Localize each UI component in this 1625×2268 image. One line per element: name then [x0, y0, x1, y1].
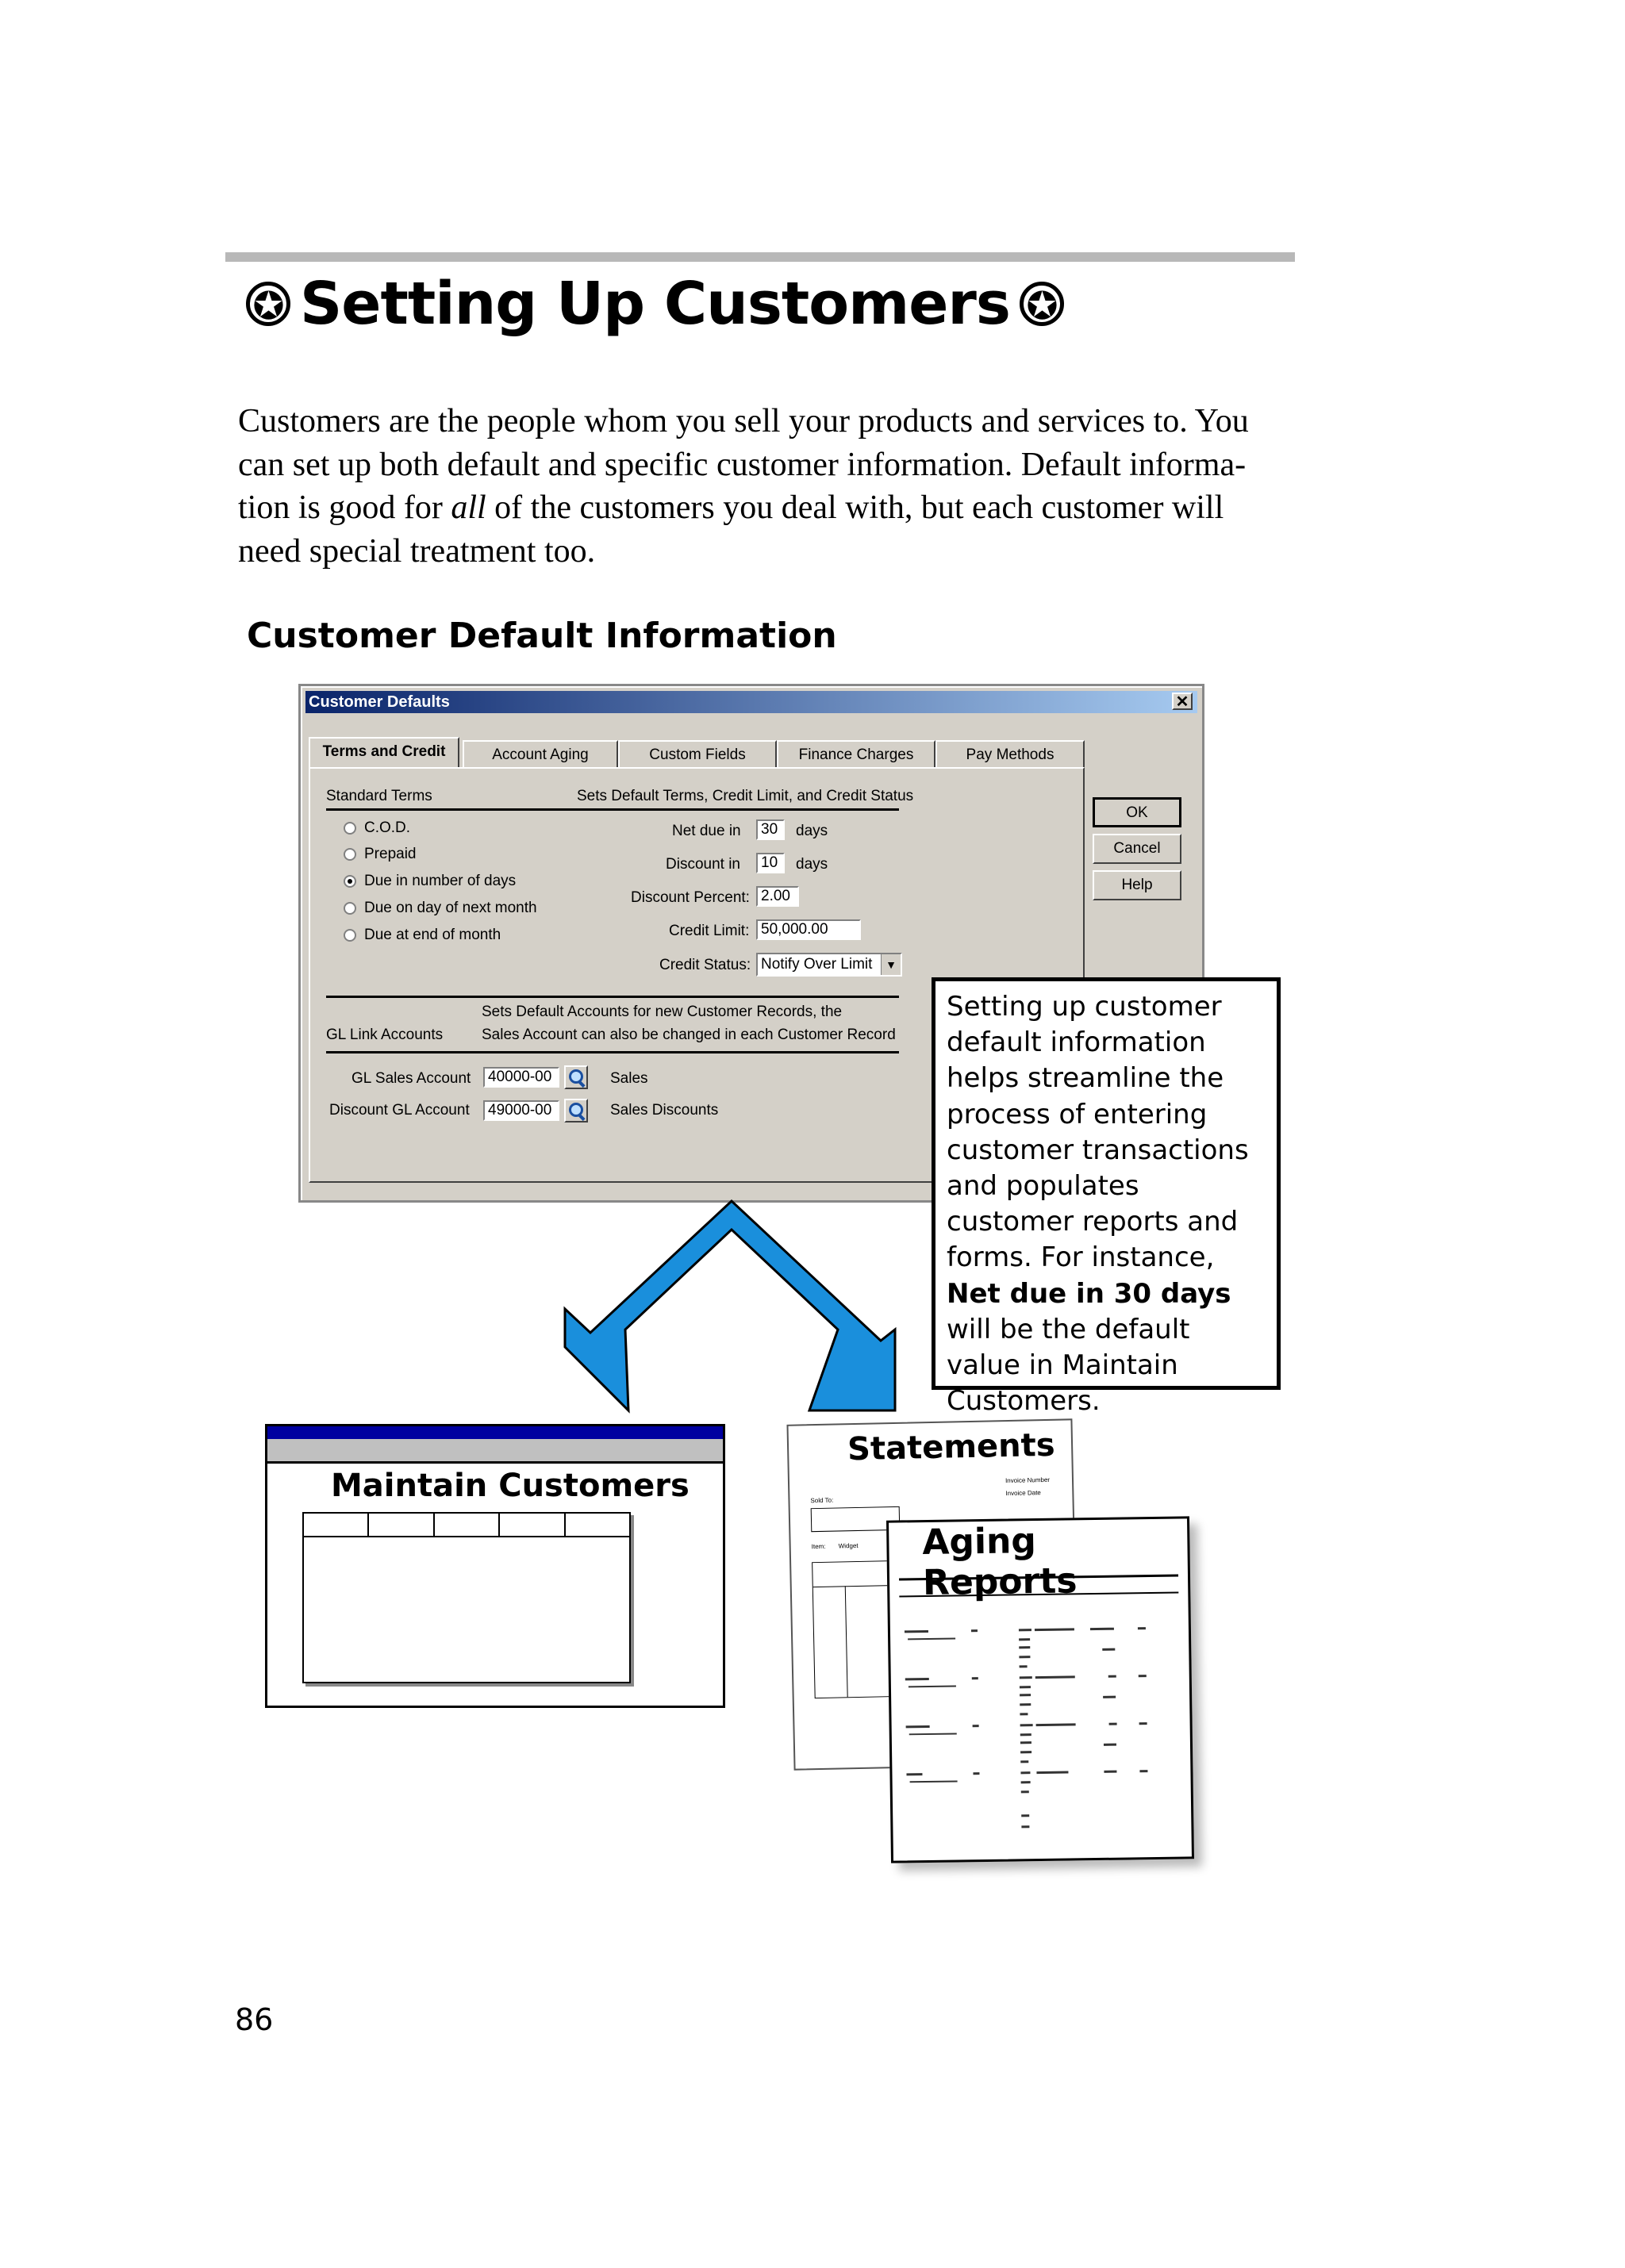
help-button[interactable]: Help — [1093, 870, 1181, 900]
tab-custom-fields[interactable]: Custom Fields — [618, 740, 777, 769]
discount-gl-field[interactable]: 49000-00 — [483, 1100, 559, 1121]
gl-link-label: GL Link Accounts — [326, 1027, 444, 1043]
intro-paragraph — [238, 400, 1301, 573]
dialog-title-bar — [305, 691, 1197, 713]
star-icon: ✪ — [246, 282, 290, 326]
gl-sales-desc: Sales — [610, 1070, 648, 1087]
dialog-title: Customer Defaults — [309, 693, 450, 711]
divider — [326, 1051, 899, 1053]
cancel-button[interactable]: Cancel — [1093, 834, 1181, 864]
radio-button[interactable] — [344, 902, 356, 915]
net-due-label: Net due in — [672, 823, 741, 839]
discount-gl-desc: Sales Discounts — [610, 1102, 719, 1119]
item-label: Item: — [811, 1542, 826, 1551]
discount-percent-field[interactable]: 2.00 — [756, 886, 799, 907]
intro-line: tion is good for all of the customers you deal with, but each customer will — [238, 489, 1224, 526]
discount-in-label: Discount in — [666, 856, 740, 873]
ok-button[interactable]: OK — [1093, 797, 1181, 827]
page-title — [236, 270, 1074, 338]
gl-header-line1: Sets Default Accounts for new Customer Records, the — [482, 1004, 843, 1020]
callout-text: Setting up customer default information helps streamline the process of entering customer transactions and populates customer reports and forms. For instance, — [947, 991, 1249, 1274]
tab-pay-methods[interactable]: Pay Methods — [935, 740, 1085, 769]
aging-reports-title: Aging Reports — [922, 1521, 1078, 1604]
intro-line: can set up both default and specific customer information. Default informa- — [238, 446, 1247, 483]
credit-status-select[interactable] — [756, 953, 902, 977]
folder-tab — [566, 1514, 629, 1536]
tab-finance-charges[interactable]: Finance Charges — [777, 740, 935, 769]
radio-due-in-days[interactable]: Due in number of days — [344, 873, 516, 890]
credit-limit-label: Credit Limit: — [669, 923, 750, 939]
folder-tab — [435, 1514, 500, 1536]
callout-box — [932, 977, 1281, 1418]
lookup-icon[interactable] — [564, 1065, 588, 1089]
net-due-field[interactable]: 30 — [756, 819, 785, 840]
intro-line: need special treatment too. — [238, 532, 596, 570]
divider — [326, 808, 899, 811]
widget-label: Widget — [838, 1541, 859, 1550]
standard-terms-label: Standard Terms — [326, 788, 432, 804]
radio-button[interactable] — [344, 848, 356, 861]
days-label: days — [796, 856, 828, 873]
star-icon: ✪ — [1020, 282, 1064, 326]
gl-sales-label: GL Sales Account — [352, 1070, 471, 1087]
tab-terms-and-credit[interactable]: Terms and Credit — [309, 737, 459, 769]
folder-tab — [500, 1514, 565, 1536]
close-icon[interactable]: ✕ — [1172, 693, 1193, 710]
arrow-shape — [565, 1201, 895, 1410]
divider — [326, 996, 899, 998]
gl-header-line2: Sales Account can also be changed in each Customer Record — [482, 1027, 896, 1043]
gl-sales-field[interactable]: 40000-00 — [483, 1067, 559, 1088]
emphasis-all: all — [451, 489, 486, 526]
days-label: days — [796, 823, 828, 839]
flow-arrows — [555, 1198, 905, 1420]
lookup-icon[interactable] — [564, 1099, 588, 1122]
radio-due-next-month[interactable]: Due on day of next month — [344, 900, 537, 917]
terms-header: Sets Default Terms, Credit Limit, and Credit Status — [577, 788, 914, 804]
callout-bold: Net due in 30 days — [947, 1277, 1231, 1310]
radio-button-selected[interactable] — [344, 875, 356, 888]
maintain-customers-title: Maintain Customers — [331, 1468, 690, 1504]
credit-status-value: Notify Over Limit — [761, 956, 873, 973]
page-title-text: Setting Up Customers — [300, 270, 1010, 338]
folder-tab — [304, 1514, 369, 1536]
intro-line: Customers are the people whom you sell your products and services to. You — [238, 403, 1249, 439]
chevron-down-icon[interactable]: ▼ — [881, 954, 901, 975]
title-bar — [267, 1426, 723, 1439]
invoice-number-label: Invoice Number — [1005, 1476, 1051, 1485]
page-number: 86 — [235, 2002, 274, 2037]
radio-prepaid[interactable]: Prepaid — [344, 846, 417, 863]
tab-folder — [302, 1512, 631, 1683]
radio-button[interactable] — [344, 929, 356, 942]
report-rows — [899, 1598, 1181, 1840]
discount-gl-label: Discount GL Account — [329, 1102, 470, 1119]
section-heading: Customer Default Information — [247, 616, 837, 656]
header-rule — [225, 252, 1295, 262]
invoice-date-label: Invoice Date — [1005, 1489, 1041, 1498]
folder-tabs — [304, 1514, 629, 1537]
radio-due-end-month[interactable]: Due at end of month — [344, 927, 501, 944]
toolbar — [267, 1439, 723, 1464]
sold-to-label: Sold To: — [810, 1496, 834, 1505]
folder-tab — [369, 1514, 434, 1536]
callout-text: will be the default value in Maintain Customers. — [947, 1313, 1190, 1418]
discount-percent-label: Discount Percent: — [631, 889, 750, 906]
statements-title: Statements — [847, 1426, 1055, 1468]
aging-reports-document — [886, 1516, 1194, 1863]
credit-limit-field[interactable]: 50,000.00 — [756, 919, 861, 940]
maintain-customers-window — [265, 1424, 725, 1708]
credit-status-label: Credit Status: — [659, 957, 751, 973]
radio-button[interactable] — [344, 822, 356, 835]
tab-account-aging[interactable]: Account Aging — [463, 740, 618, 769]
discount-in-field[interactable]: 10 — [756, 853, 785, 873]
radio-cod[interactable]: C.O.D. — [344, 819, 410, 837]
